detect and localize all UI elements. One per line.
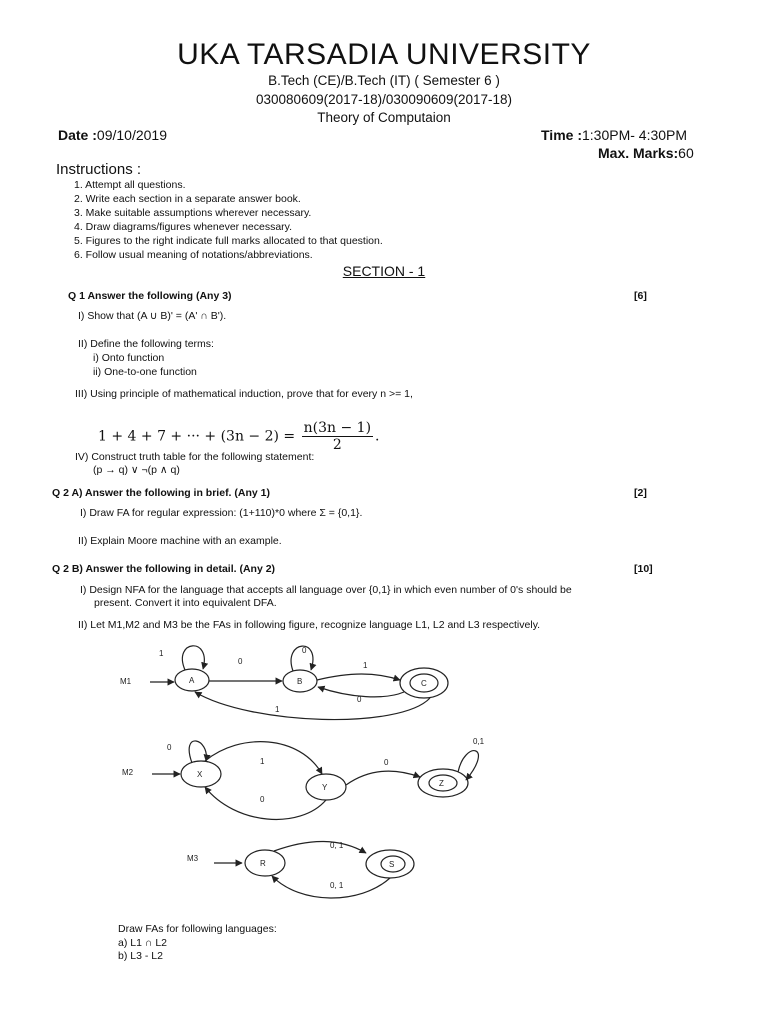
instructions-title: Instructions : [56,161,142,178]
m2-edge-y-z [346,771,420,785]
max-marks-value: 60 [678,145,694,161]
q1-item-iv-statement: (p → q) ∨ ¬(p ∧ q) [93,464,180,476]
max-marks-label: Max. Marks: [598,145,679,161]
m1-edge-c-a [195,692,430,720]
m3-state-s-label: S [389,860,395,869]
m1-c-b-label: 0 [357,695,362,704]
m2-x-y-label: 1 [260,757,265,766]
m1-state-a-label: A [189,676,195,685]
formula-fraction [302,420,373,453]
m2-y-x-label: 0 [260,795,265,804]
m1-c-a-label: 1 [275,705,280,714]
q2a-item-ii: II) Explain Moore machine with an example. [78,535,282,547]
q2b-marks: [10] [634,563,653,575]
m3-state-r-label: R [260,859,266,868]
q2a-marks: [2] [634,487,647,499]
date-value: 09/10/2019 [96,127,167,143]
m3-edge-r-s [274,841,366,853]
q2b-item-i-line1: I) Design NFA for the language that accepts all language over {0,1} in which even number of 0's should be [80,584,572,596]
instruction-item: 2. Write each section in a separate answer book. [74,193,301,205]
q1-item-iii: III) Using principle of mathematical induction, prove that for every n >= 1, [75,388,413,400]
date-label: Date : [58,127,97,143]
time-field [541,127,687,145]
q1-item-ii: II) Define the following terms: [78,338,214,350]
formula-lhs: 1 + 4 + 7 + ··· + (3n − 2) = [98,428,296,445]
m3-label: M3 [187,854,199,863]
induction-formula [98,420,379,453]
m3-s-r-label: 0, 1 [330,881,344,890]
q2b-heading: Q 2 B) Answer the following in detail. (Any 2) [52,563,276,575]
m2-loop-z-label: 0,1 [473,737,485,746]
q2b-option-a: a) L1 ∩ L2 [118,937,167,949]
instruction-item: 4. Draw diagrams/figures whenever necessary. [74,221,293,233]
m2-loop-z [458,751,478,780]
m2-state-y-label: Y [322,783,328,792]
m1-state-b-label: B [297,677,303,686]
m1-loop-a [182,646,204,670]
q2b-item-ii: II) Let M1,M2 and M3 be the FAs in following figure, recognize language L1, L2 and L3 respectively. [78,619,541,631]
course-codes: 030080609(2017-18)/030090609(2017-18) [256,92,512,107]
m2-loop-x-label: 0 [167,743,172,752]
m2-loop-x [189,741,206,763]
formula-denominator: 2 [332,437,342,453]
m2-y-z-label: 0 [384,758,389,767]
m1-b-c-label: 1 [363,661,368,670]
instruction-item: 6. Follow usual meaning of notations/abbreviations. [74,249,313,261]
date-field [58,127,167,145]
instruction-item: 5. Figures to the right indicate full marks allocated to that question. [74,235,383,247]
m3-r-s-label: 0, 1 [330,841,344,850]
q1-marks: [6] [634,290,647,302]
q2a-item-i: I) Draw FA for regular expression: (1+110)*0 where Σ = {0,1}. [80,507,363,519]
q2b-option-b: b) L3 - L2 [118,950,163,962]
subject-name: Theory of Computaion [317,110,451,125]
q1-item-ii-a: i) Onto function [93,352,165,364]
q1-item-i: I) Show that (A ∪ B)' = (A' ∩ B'). [78,310,227,322]
instructions-list [74,178,383,262]
time-value: 1:30PM- 4:30PM [581,127,688,143]
m2-state-z-label: Z [439,779,444,788]
m2-label: M2 [122,768,134,777]
m1-state-c-label: C [421,679,427,688]
q2b-draw-instruction: Draw FAs for following languages: [118,923,277,935]
q1-item-ii-b: ii) One-to-one function [93,366,197,378]
q2a-heading: Q 2 A) Answer the following in brief. (Any 1) [52,487,270,499]
m1-edge-b-c [317,674,400,680]
max-marks-field [598,145,694,163]
m1-loop-a-label: 1 [159,649,164,658]
time-label: Time : [541,127,582,143]
university-title: UKA TARSADIA UNIVERSITY [177,38,591,71]
section-title: SECTION - 1 [342,263,426,279]
m1-label: M1 [120,677,132,686]
m2-state-x-label: X [197,770,203,779]
m1-loop-b-label: 0 [302,646,307,655]
instruction-item: 1. Attempt all questions. [74,179,186,191]
q1-heading: Q 1 Answer the following (Any 3) [68,290,232,302]
automata-figure [0,630,768,925]
q1-item-iv: IV) Construct truth table for the following statement: [75,451,315,463]
q2b-item-i-line2: present. Convert it into equivalent DFA. [94,597,277,609]
m1-a-b-label: 0 [238,657,243,666]
program-line: B.Tech (CE)/B.Tech (IT) ( Semester 6 ) [268,73,500,88]
instruction-item: 3. Make suitable assumptions wherever necessary. [74,207,312,219]
formula-numerator: n(3n − 1) [303,420,372,436]
formula-period: . [375,428,380,445]
